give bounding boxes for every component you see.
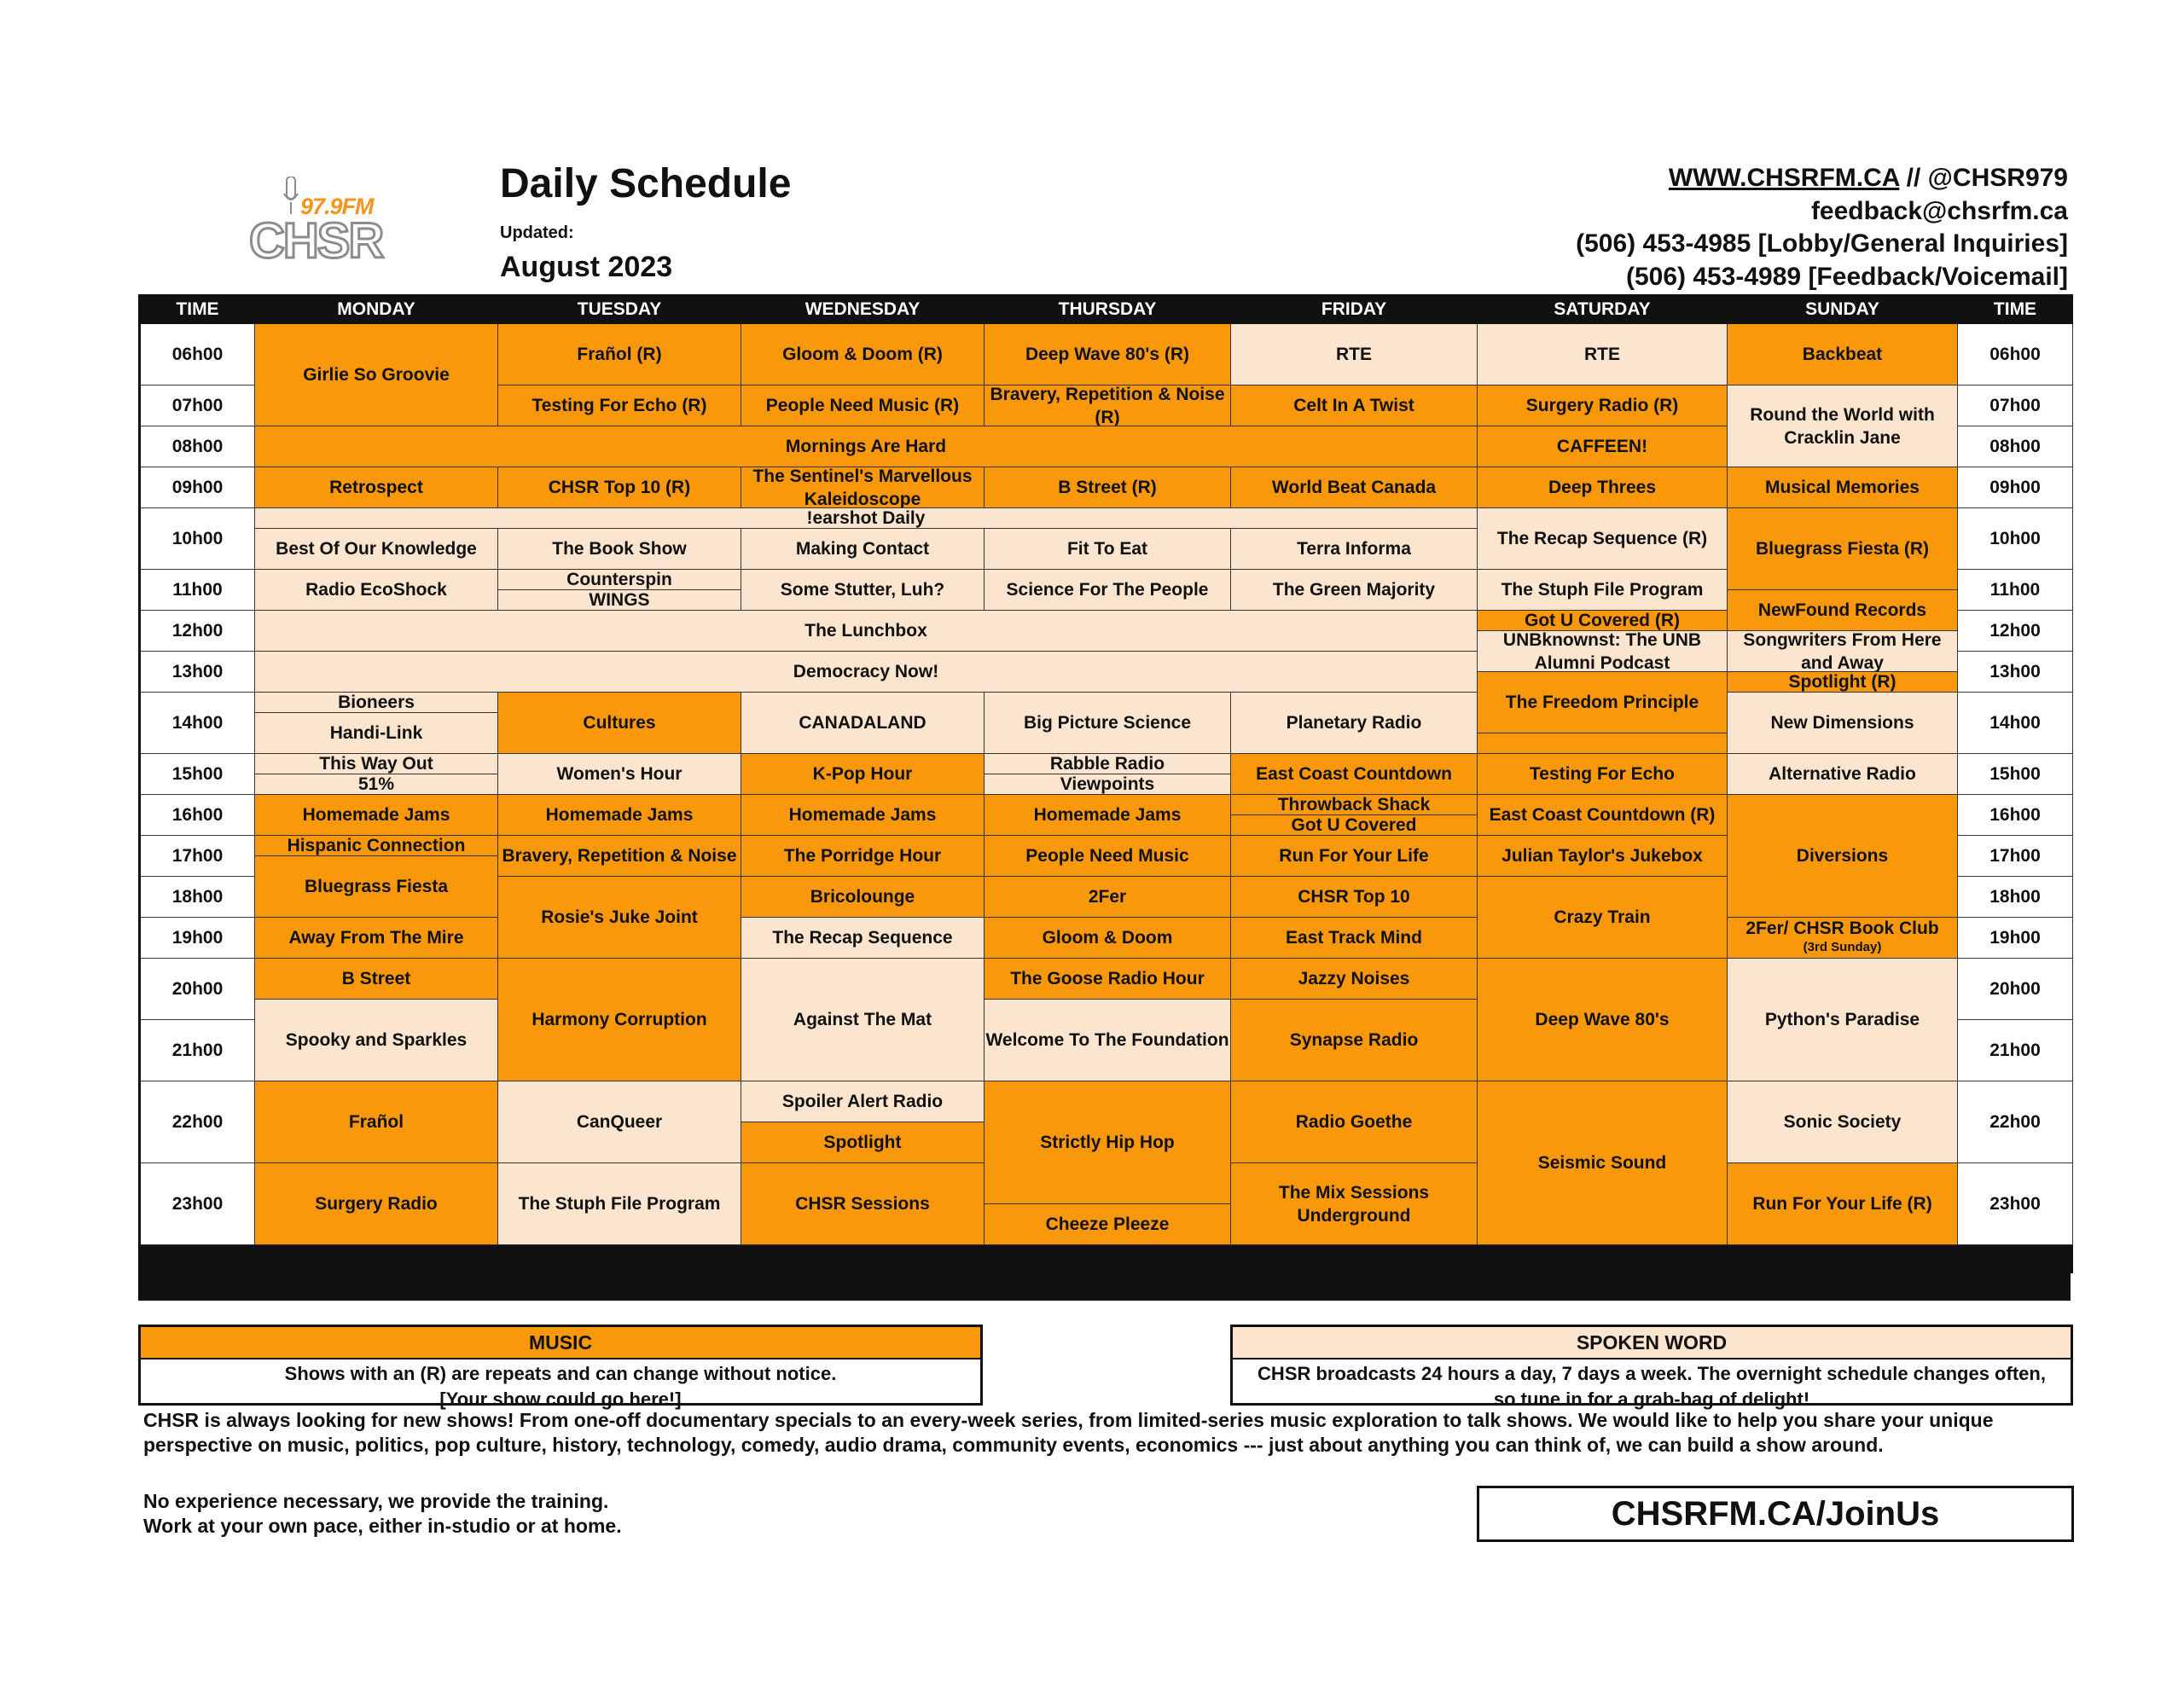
schedule-grid xyxy=(138,294,2071,1301)
show-cell: The Porridge Hour xyxy=(741,836,985,877)
time-label: 17h00 xyxy=(1958,836,2073,877)
logo-name: CHSR xyxy=(249,213,383,269)
show-cell: Homemade Jams xyxy=(498,795,741,836)
show-cell: Alternative Radio xyxy=(1728,754,1958,795)
show-cell: Diversions xyxy=(1728,795,1958,918)
show-cell: CHSR Top 10 xyxy=(1231,877,1478,918)
time-label: 23h00 xyxy=(141,1163,255,1245)
header-thursday: THURSDAY xyxy=(985,294,1231,324)
show-cell: WINGS xyxy=(498,590,741,611)
show-cell: Viewpoints xyxy=(985,774,1231,795)
show-cell: Retrospect xyxy=(255,467,498,508)
time-label: 21h00 xyxy=(1958,1020,2073,1081)
show-cell: Python's Paradise xyxy=(1728,959,1958,1081)
show-cell: Spotlight xyxy=(741,1122,985,1163)
show-cell: East Coast Countdown (R) xyxy=(1478,795,1728,836)
show-cell-note: (3rd Sunday) xyxy=(1803,939,1882,954)
time-label: 09h00 xyxy=(141,467,255,508)
show-cell: Rabble Radio xyxy=(985,754,1231,774)
show-cell: CHSR Top 10 (R) xyxy=(498,467,741,508)
show-cell: Deep Wave 80's (R) xyxy=(985,324,1231,386)
show-cell: Harmony Corruption xyxy=(498,959,741,1081)
show-cell: 51% xyxy=(255,774,498,795)
show-cell: Making Contact xyxy=(741,529,985,570)
show-cell: 2Fer xyxy=(985,877,1231,918)
show-cell: This Way Out xyxy=(255,754,498,774)
time-label: 18h00 xyxy=(1958,877,2073,918)
updated-date: August 2023 xyxy=(500,251,673,283)
social-handle: // @CHSR979 xyxy=(1899,164,2068,192)
time-label: 15h00 xyxy=(1958,754,2073,795)
experience-line: No experience necessary, we provide the training. xyxy=(143,1490,609,1512)
show-cell: Musical Memories xyxy=(1728,467,1958,508)
time-label: 12h00 xyxy=(141,611,255,652)
show-cell: Best Of Our Knowledge xyxy=(255,529,498,570)
contact-block xyxy=(1576,162,2068,293)
show-cell: Gloom & Doom (R) xyxy=(741,324,985,386)
show-cell: Cultures xyxy=(498,693,741,754)
show-cell: Got U Covered xyxy=(1231,815,1478,836)
time-label: 17h00 xyxy=(141,836,255,877)
spoken-legend-title: SPOKEN WORD xyxy=(1233,1327,2071,1359)
show-cell: Bluegrass Fiesta (R) xyxy=(1728,508,1958,590)
show-cell: Homemade Jams xyxy=(255,795,498,836)
chsr-logo xyxy=(247,175,392,269)
show-cell: The Lunchbox xyxy=(255,611,1478,652)
experience-line: Work at your own pace, either in-studio or at home. xyxy=(143,1515,622,1537)
show-cell: Some Stutter, Luh? xyxy=(741,570,985,611)
show-cell: RTE xyxy=(1231,324,1478,386)
show-cell: World Beat Canada xyxy=(1231,467,1478,508)
time-label: 08h00 xyxy=(1958,426,2073,467)
show-cell: The Recap Sequence (R) xyxy=(1478,508,1728,570)
updated-label: Updated: xyxy=(500,223,574,242)
show-cell: Backbeat xyxy=(1728,324,1958,386)
experience-note xyxy=(143,1489,622,1539)
show-cell: The Stuph File Program xyxy=(498,1163,741,1245)
music-legend-line: Shows with an (R) are repeats and can change without notice. xyxy=(284,1363,837,1384)
show-cell: Spooky and Sparkles xyxy=(255,1000,498,1081)
music-legend-line: [Your show could go here!] xyxy=(439,1388,682,1410)
time-label: 18h00 xyxy=(141,877,255,918)
time-label: 20h00 xyxy=(141,959,255,1020)
show-cell: Songwriters From Here and Away xyxy=(1728,631,1958,672)
show-cell: Terra Informa xyxy=(1231,529,1478,570)
header-time-left: TIME xyxy=(141,294,255,324)
contact-email[interactable]: feedback@chsrfm.ca xyxy=(1810,196,2068,225)
show-cell: CHSR Sessions xyxy=(741,1163,985,1245)
show-cell: People Need Music (R) xyxy=(741,386,985,426)
show-cell: Big Picture Science xyxy=(985,693,1231,754)
time-label: 22h00 xyxy=(1958,1081,2073,1163)
spoken-legend-body xyxy=(1233,1359,2071,1412)
show-cell: Science For The People xyxy=(985,570,1231,611)
show-cell: Deep Wave 80's xyxy=(1478,959,1728,1081)
show-cell: Frañol xyxy=(255,1081,498,1163)
time-label: 08h00 xyxy=(141,426,255,467)
time-label: 14h00 xyxy=(141,693,255,754)
show-cell: The Stuph File Program xyxy=(1478,570,1728,611)
show-cell: CanQueer xyxy=(498,1081,741,1163)
show-cell: The Book Show xyxy=(498,529,741,570)
header-monday: MONDAY xyxy=(255,294,498,324)
recruit-paragraph: CHSR is always looking for new shows! From one-off documentary specials to an every-week series, from limited-series music exploration to talk shows. We would like to help you share your unique perspective on music, politics, pop culture, history, technology, comedy, audio drama, community events, economics --- just about anything you can think of, we can build a show around. xyxy=(143,1409,1994,1456)
time-label: 11h00 xyxy=(1958,570,2073,611)
show-cell: Hispanic Connection xyxy=(255,836,498,856)
show-cell: Against The Mat xyxy=(741,959,985,1081)
show-cell: Bioneers xyxy=(255,693,498,713)
show-cell: Frañol (R) xyxy=(498,324,741,386)
spoken-word-legend xyxy=(1230,1325,2073,1410)
join-us-link[interactable]: CHSRFM.CA/JoinUs xyxy=(1477,1486,2074,1542)
time-label: 16h00 xyxy=(1958,795,2073,836)
show-cell: RTE xyxy=(1478,324,1728,386)
show-cell: Seismic Sound xyxy=(1478,1081,1728,1245)
time-label: 09h00 xyxy=(1958,467,2073,508)
show-cell: Strictly Hip Hop xyxy=(985,1081,1231,1204)
show-cell: K-Pop Hour xyxy=(741,754,985,795)
time-label: 10h00 xyxy=(141,508,255,570)
show-cell: Surgery Radio xyxy=(255,1163,498,1245)
show-cell: People Need Music xyxy=(985,836,1231,877)
show-cell xyxy=(1478,733,1728,754)
show-cell: NewFound Records xyxy=(1728,590,1958,631)
show-cell: Spoiler Alert Radio xyxy=(741,1081,985,1122)
show-cell: The Recap Sequence xyxy=(741,918,985,959)
show-cell: Women's Hour xyxy=(498,754,741,795)
logo-frequency: 97.9FM xyxy=(300,194,374,219)
show-cell: Crazy Train xyxy=(1478,877,1728,959)
music-legend-body xyxy=(141,1359,980,1412)
page-title: Daily Schedule xyxy=(500,161,792,206)
time-label: 20h00 xyxy=(1958,959,2073,1020)
time-label: 06h00 xyxy=(141,324,255,386)
show-cell: Celt In A Twist xyxy=(1231,386,1478,426)
show-cell: Run For Your Life (R) xyxy=(1728,1163,1958,1245)
show-cell: Homemade Jams xyxy=(741,795,985,836)
show-cell: Surgery Radio (R) xyxy=(1478,386,1728,426)
show-cell: Jazzy Noises xyxy=(1231,959,1478,1000)
show-cell: Mornings Are Hard xyxy=(255,426,1478,467)
show-cell: Bravery, Repetition & Noise xyxy=(498,836,741,877)
time-label: 07h00 xyxy=(141,386,255,426)
time-label: 12h00 xyxy=(1958,611,2073,652)
show-cell: New Dimensions xyxy=(1728,693,1958,754)
show-cell: Girlie So Groovie xyxy=(255,324,498,426)
header-tuesday: TUESDAY xyxy=(498,294,741,324)
show-cell: Democracy Now! xyxy=(255,652,1478,693)
show-cell: B Street (R) xyxy=(985,467,1231,508)
time-label: 14h00 xyxy=(1958,693,2073,754)
phone-lobby: (506) 453-4985 [Lobby/General Inquiries] xyxy=(1576,229,2068,258)
microphone-icon xyxy=(283,177,299,216)
show-cell: East Coast Countdown xyxy=(1231,754,1478,795)
show-cell: Away From The Mire xyxy=(255,918,498,959)
show-cell: The Sentinel's Marvellous Kaleidoscope xyxy=(741,467,985,508)
show-cell: B Street xyxy=(255,959,498,1000)
time-label: 23h00 xyxy=(1958,1163,2073,1245)
spoken-legend-line: CHSR broadcasts 24 hours a day, 7 days a week. The overnight schedule changes often, xyxy=(1258,1363,2046,1384)
show-cell: Spotlight (R) xyxy=(1728,672,1958,693)
time-label: 22h00 xyxy=(141,1081,255,1163)
header-time-right: TIME xyxy=(1958,294,2073,324)
time-label: 13h00 xyxy=(141,652,255,693)
spoken-legend-line: so tune in for a grab-bag of delight! xyxy=(1493,1388,1810,1410)
show-cell: Radio EcoShock xyxy=(255,570,498,611)
show-cell: Gloom & Doom xyxy=(985,918,1231,959)
show-cell: Bluegrass Fiesta xyxy=(255,856,498,918)
show-cell: Homemade Jams xyxy=(985,795,1231,836)
header-saturday: SATURDAY xyxy=(1478,294,1728,324)
show-cell: Radio Goethe xyxy=(1231,1081,1478,1163)
time-label: 19h00 xyxy=(141,918,255,959)
show-cell: CANADALAND xyxy=(741,693,985,754)
time-label: 19h00 xyxy=(1958,918,2073,959)
show-cell: The Freedom Principle xyxy=(1478,672,1728,733)
header-sunday: SUNDAY xyxy=(1728,294,1958,324)
show-cell: Handi-Link xyxy=(255,713,498,754)
time-label: 11h00 xyxy=(141,570,255,611)
show-cell: Run For Your Life xyxy=(1231,836,1478,877)
time-label: 10h00 xyxy=(1958,508,2073,570)
time-label: 16h00 xyxy=(141,795,255,836)
show-cell-main: 2Fer/ CHSR Book Club xyxy=(1745,918,1939,938)
music-legend-title: MUSIC xyxy=(141,1327,980,1359)
show-cell: Throwback Shack xyxy=(1231,795,1478,815)
show-cell: Sonic Society xyxy=(1728,1081,1958,1163)
show-cell: Planetary Radio xyxy=(1231,693,1478,754)
show-cell: East Track Mind xyxy=(1231,918,1478,959)
show-cell: Deep Threes xyxy=(1478,467,1728,508)
website-link[interactable]: WWW.CHSRFM.CA xyxy=(1668,164,1900,192)
show-cell: Testing For Echo xyxy=(1478,754,1728,795)
show-cell: Counterspin xyxy=(498,570,741,590)
music-legend xyxy=(138,1325,983,1410)
header-wednesday: WEDNESDAY xyxy=(741,294,985,324)
show-cell-2fer-book-club xyxy=(1728,918,1958,959)
phone-feedback: (506) 453-4989 [Feedback/Voicemail] xyxy=(1625,262,2068,291)
time-label: 06h00 xyxy=(1958,324,2073,386)
show-cell: The Green Majority xyxy=(1231,570,1478,611)
show-cell: Fit To Eat xyxy=(985,529,1231,570)
time-label: 21h00 xyxy=(141,1020,255,1081)
time-label: 15h00 xyxy=(141,754,255,795)
grid-footer-bar xyxy=(141,1245,2073,1273)
show-cell: Synapse Radio xyxy=(1231,1000,1478,1081)
show-cell: Welcome To The Foundation xyxy=(985,1000,1231,1081)
time-label: 13h00 xyxy=(1958,652,2073,693)
show-cell: Cheeze Pleeze xyxy=(985,1204,1231,1245)
show-cell: Got U Covered (R) xyxy=(1478,611,1728,631)
show-cell: The Mix Sessions Underground xyxy=(1231,1163,1478,1245)
show-cell: !earshot Daily xyxy=(255,508,1478,529)
show-cell: Rosie's Juke Joint xyxy=(498,877,741,959)
show-cell: Julian Taylor's Jukebox xyxy=(1478,836,1728,877)
show-cell: UNBknownst: The UNB Alumni Podcast xyxy=(1478,631,1728,672)
show-cell: Bricolounge xyxy=(741,877,985,918)
show-cell: Round the World with Cracklin Jane xyxy=(1728,386,1958,467)
show-cell: The Goose Radio Hour xyxy=(985,959,1231,1000)
show-cell: CAFFEEN! xyxy=(1478,426,1728,467)
header-friday: FRIDAY xyxy=(1231,294,1478,324)
time-label: 07h00 xyxy=(1958,386,2073,426)
show-cell: Bravery, Repetition & Noise (R) xyxy=(985,386,1231,426)
show-cell: Testing For Echo (R) xyxy=(498,386,741,426)
